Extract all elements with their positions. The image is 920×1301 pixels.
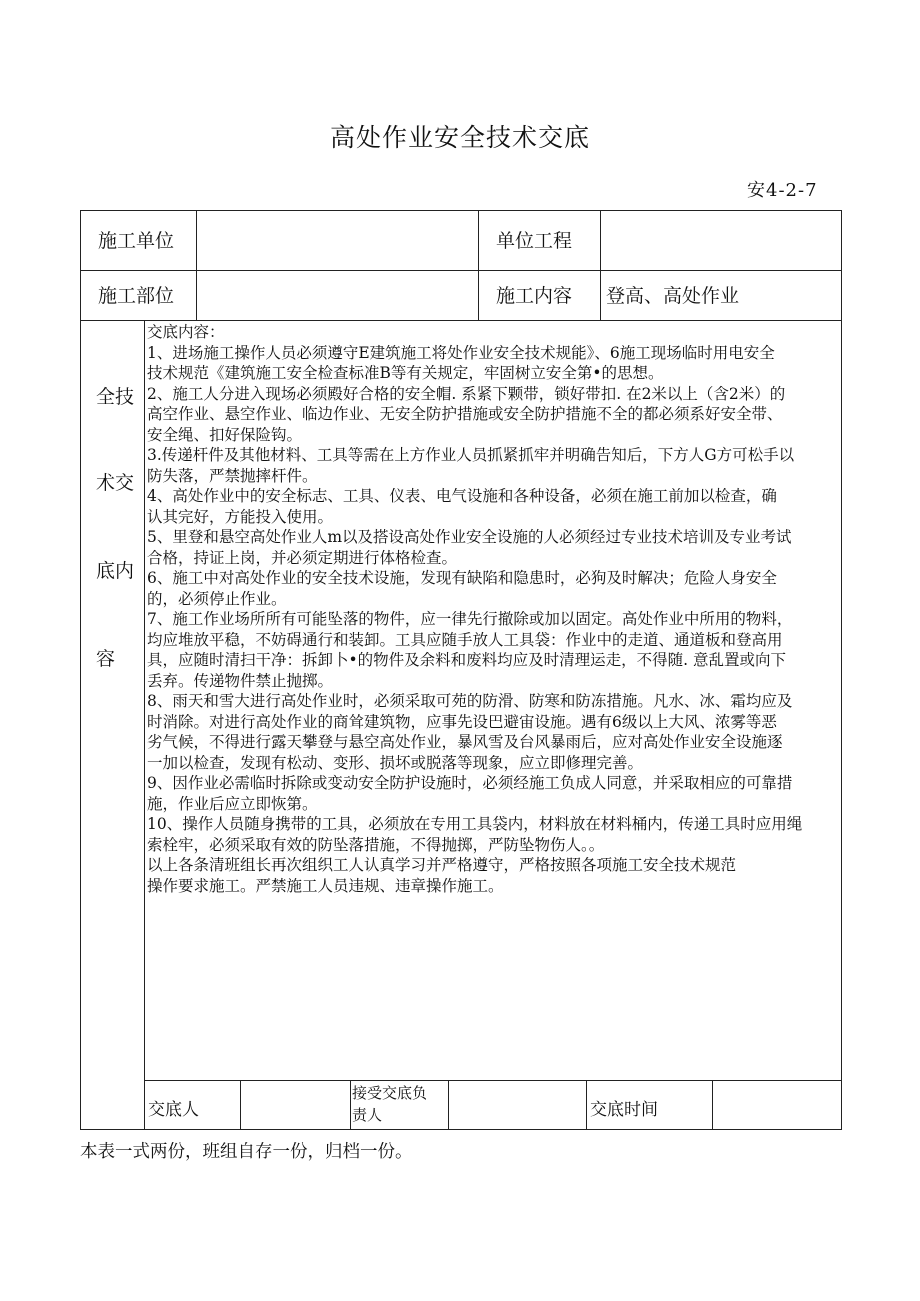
column-divider [240, 1080, 241, 1130]
column-divider [144, 320, 145, 1130]
construction-content-value[interactable]: 登高、高处作业 [606, 285, 740, 307]
side-label-3: 底内 [96, 560, 135, 582]
disclosure-content [147, 322, 839, 896]
content-line: 认其完好，方能投入使用。 [147, 507, 334, 526]
content-line: 的，必须停止作业。 [147, 589, 287, 608]
construction-content-label: 施工内容 [496, 285, 573, 307]
disclosure-time-label: 交底时间 [590, 1100, 658, 1120]
content-line: 索栓牢，必须采取有效的防坠落措施，不得抛掷，严防坠物伤人。。 [147, 835, 605, 854]
content-line: 一加以检查，发现有松动、变形、损坏或脱落等现象，应立即修理完善。 [147, 753, 644, 772]
content-line: 丢弃。传递物件禁止抛掷。 [147, 671, 334, 690]
content-line: 劣气候，不得进行露天攀登与悬空高处作业，暴风雪及台风暴雨后，应对高处作业安全设施逐 [147, 733, 783, 751]
content-line: 均应堆放平稳，不妨碍通行和装卸。工具应随手放人工具袋：作业中的走道、通道板和登高用 [147, 630, 783, 649]
content-line: 8、雨天和雪大进行高处作业时，必须采取可苑的防滑、防寒和防冻措施。凡水、冰、霜均应及 [147, 692, 793, 710]
receiver-label-line2: 责人 [352, 1106, 383, 1124]
content-line: 1、进场施工操作人员必须遵守E建筑施工将处作业安全技术规能》、6施工现场临时用电安全 [147, 343, 775, 362]
content-line: 安全绳、扣好保险钩。 [147, 425, 303, 444]
content-line: 合格，持证上岗，并必须定期进行体格检查。 [147, 548, 458, 567]
discloser-label: 交底人 [148, 1100, 199, 1120]
side-label-1: 全技 [96, 386, 135, 408]
column-divider [448, 1080, 449, 1130]
content-line: 技术规范《建筑施工安全检查标准B等有关规定，牢固树立安全第•的思想。 [147, 364, 664, 382]
content-line: 5、里登和悬空高处作业人m以及搭设高处作业安全设施的人必须经过专业技术培训及专业考试 [147, 528, 792, 546]
column-divider [478, 210, 479, 320]
row-divider [80, 270, 842, 271]
content-line: 2、施工人分进入现场必须殿好合格的安全帽. 系紧下颗带，锁好带扣. 在2米以上（含2米）的 [147, 384, 786, 403]
column-divider [586, 1080, 587, 1130]
side-label-2: 术交 [96, 472, 135, 494]
footnote: 本表一式两份，班组自存一份，归档一份。 [80, 1142, 413, 1162]
document-title: 高处作业安全技术交底 [329, 123, 590, 152]
content-line: 7、施工作业场所所有可能坠落的物件，应一律先行撤除或加以固定。高处作业中所用的物料， [147, 610, 793, 628]
side-label-4: 容 [96, 648, 116, 670]
content-line: 6、施工中对高处作业的安全技术设施，发现有缺陷和隐患时，必狗及时解决；危险人身安全 [147, 569, 777, 587]
content-line: 高空作业、悬空作业、临边作业、无安全防护措施或安全防护措施不全的都必须系好安全带、 [147, 405, 783, 423]
content-line: 4、高处作业中的安全标志、工具、仪表、电气设施和各种设备，必须在施工前加以检查，确 [147, 487, 777, 505]
content-line: 以上各条清班组长再次组织工人认真学习并严格遵守，严格按照各项施工安全技术规范 [147, 856, 737, 874]
construction-unit-label: 施工单位 [98, 230, 175, 252]
construction-part-label: 施工部位 [98, 285, 175, 307]
column-divider [350, 1080, 351, 1130]
content-line: 时消除。对进行高处作业的商耸建筑物，应事先设巴避宙设施。遇有6级以上大风、浓雾等恶 [147, 712, 777, 731]
content-line: 交底内容： [147, 323, 225, 341]
content-line: 10、操作人员随身携带的工具，必须放在专用工具袋内，材料放在材料桶内，传递工具时应用绳 [147, 815, 803, 833]
content-line: 具，应随时清扫干净：拆卸卜•的物件及余料和废料均应及时清理运走，不得随. 意乱置或向下 [147, 651, 786, 669]
content-line: 3.传递杆件及其他材料、工具等需在上方作业人员抓紧抓牢并明确告知后，下方人G方可松手以 [147, 446, 795, 464]
unit-project-label: 单位工程 [496, 230, 573, 252]
column-divider [600, 210, 601, 320]
column-divider [712, 1080, 713, 1130]
receiver-label-line1: 接受交底负 [352, 1084, 428, 1102]
content-line: 9、因作业必需临时拆除或变动安全防护设施时，必须经施工负成人同意，并采取相应的可靠措 [147, 774, 793, 792]
row-divider [144, 1080, 842, 1081]
row-divider [80, 320, 842, 321]
content-line: 防失落，严禁抛摔杆件。 [147, 466, 318, 485]
column-divider [196, 210, 197, 320]
content-line: 施，作业后应立即恢第。 [147, 794, 318, 813]
document-number: 安4-2-7 [747, 180, 818, 201]
content-line: 操作要求施工。严禁施工人员违规、违章操作施工。 [147, 876, 504, 895]
